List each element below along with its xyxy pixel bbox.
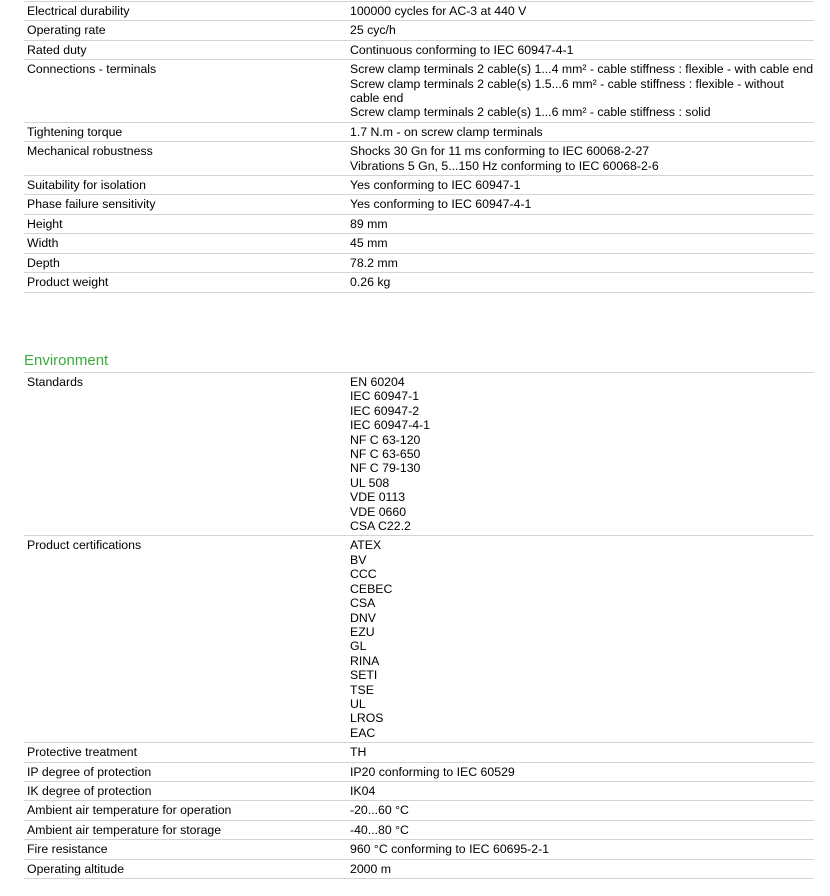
spec-label: Width bbox=[27, 236, 59, 251]
spec-value-line: CSA bbox=[350, 596, 376, 611]
spec-row bbox=[24, 860, 814, 879]
spec-value-line: EN 60204 bbox=[350, 375, 405, 389]
spec-value-line: CCC bbox=[350, 567, 377, 582]
spec-value-line: -40...80 °C bbox=[350, 822, 409, 837]
spec-row bbox=[24, 123, 814, 142]
spec-label: Phase failure sensitivity bbox=[27, 197, 156, 212]
spec-value-line: 1.7 N.m - on screw clamp terminals bbox=[350, 124, 543, 139]
spec-value-line: Shocks 30 Gn for 11 ms conforming to IEC 60068-2-27 bbox=[350, 144, 650, 159]
spec-value-line: 0.26 kg bbox=[350, 275, 391, 290]
spec-label: Fire resistance bbox=[27, 842, 108, 857]
spec-label: Protective treatment bbox=[27, 745, 138, 760]
spec-value-line: TH bbox=[350, 745, 367, 760]
spec-value bbox=[348, 195, 814, 213]
spec-value-line: GL bbox=[350, 639, 367, 654]
spec-value-line: Yes conforming to IEC 60947-1 bbox=[350, 178, 521, 193]
spec-value-line: CSA C22.2 bbox=[350, 519, 411, 534]
spec-value-line: DNV bbox=[350, 610, 376, 625]
spec-value-line: 45 mm bbox=[350, 236, 388, 251]
spec-row bbox=[24, 41, 814, 60]
spec-value bbox=[348, 142, 814, 175]
spec-value-line: RINA bbox=[350, 653, 380, 668]
spec-label: IK degree of protection bbox=[27, 783, 152, 798]
spec-row bbox=[24, 142, 814, 176]
spec-value-line: 89 mm bbox=[350, 216, 388, 231]
spec-value bbox=[348, 254, 814, 272]
spec-row bbox=[24, 176, 814, 195]
spec-value-line: CEBEC bbox=[350, 581, 393, 596]
spec-label: Operating rate bbox=[27, 23, 106, 38]
spec-value bbox=[348, 536, 814, 742]
spec-value-line: TSE bbox=[350, 682, 374, 697]
spec-value-line: Screw clamp terminals 2 cable(s) 1...4 mm² - cable stiffness : flexible - with cable end bbox=[350, 62, 814, 77]
spec-row bbox=[24, 743, 814, 762]
spec-value bbox=[348, 840, 814, 858]
spec-value bbox=[348, 273, 814, 291]
spec-value-line: IK04 bbox=[350, 783, 376, 798]
spec-value-line: IEC 60947-1 bbox=[350, 389, 420, 404]
spec-value-line: 25 cyc/h bbox=[350, 23, 396, 38]
spec-label: Suitability for isolation bbox=[27, 178, 146, 193]
spec-row bbox=[24, 801, 814, 820]
spec-row bbox=[24, 60, 814, 123]
spec-value-line: IEC 60947-2 bbox=[350, 403, 420, 418]
specifications-table bbox=[24, 1, 814, 293]
spec-row bbox=[24, 763, 814, 782]
spec-value-line: Vibrations 5 Gn, 5...150 Hz conforming to IEC 60068-2-6 bbox=[350, 158, 659, 173]
spec-label: IP degree of protection bbox=[27, 764, 152, 779]
spec-value-line: ATEX bbox=[350, 538, 382, 553]
spec-value-line: 960 °C conforming to IEC 60695-2-1 bbox=[350, 842, 550, 857]
spec-row bbox=[24, 536, 814, 743]
spec-value-line: IP20 conforming to IEC 60529 bbox=[350, 764, 515, 779]
environment-table bbox=[24, 372, 814, 879]
spec-label: Height bbox=[27, 216, 63, 231]
spec-value bbox=[348, 782, 814, 800]
spec-value bbox=[348, 2, 814, 20]
spec-label: Operating altitude bbox=[27, 861, 125, 876]
spec-value-line: IEC 60947-4-1 bbox=[350, 418, 430, 433]
spec-row bbox=[24, 215, 814, 234]
spec-value-line: Continuous conforming to IEC 60947-4-1 bbox=[350, 42, 574, 57]
spec-label: Ambient air temperature for operation bbox=[27, 803, 232, 818]
spec-value-line: SETI bbox=[350, 668, 378, 683]
spec-value bbox=[348, 234, 814, 252]
spec-row bbox=[24, 1, 814, 21]
spec-label: Product certifications bbox=[27, 538, 142, 553]
spec-value bbox=[348, 176, 814, 194]
spec-value bbox=[348, 821, 814, 839]
spec-value-line: NF C 79-130 bbox=[350, 461, 421, 476]
spec-label: Ambient air temperature for storage bbox=[27, 822, 222, 837]
spec-value-line: 78.2 mm bbox=[350, 255, 398, 270]
spec-row bbox=[24, 254, 814, 273]
spec-label: Tightening torque bbox=[27, 124, 123, 139]
spec-value bbox=[348, 743, 814, 761]
spec-row bbox=[24, 372, 814, 536]
spec-value bbox=[348, 41, 814, 59]
spec-value-line: 100000 cycles for AC-3 at 440 V bbox=[350, 4, 527, 18]
spec-value-line: NF C 63-120 bbox=[350, 432, 421, 447]
spec-value bbox=[348, 123, 814, 141]
spec-value bbox=[348, 21, 814, 39]
spec-label: Connections - terminals bbox=[27, 62, 157, 77]
spec-row bbox=[24, 821, 814, 840]
spec-row bbox=[24, 195, 814, 214]
spec-value-line: LROS bbox=[350, 711, 384, 726]
spec-value-line: EAC bbox=[350, 725, 376, 740]
spec-value-line: VDE 0660 bbox=[350, 504, 407, 519]
spec-value bbox=[348, 60, 814, 122]
spec-value-line: VDE 0113 bbox=[350, 490, 406, 505]
spec-value bbox=[348, 860, 814, 878]
spec-row bbox=[24, 21, 814, 40]
spec-row bbox=[24, 840, 814, 859]
spec-value bbox=[348, 215, 814, 233]
spec-value-line: Screw clamp terminals 2 cable(s) 1.5...6 mm² - cable stiffness : flexible - without cable end bbox=[350, 76, 784, 106]
spec-value-line: Yes conforming to IEC 60947-4-1 bbox=[350, 197, 532, 212]
spec-value-line: 2000 m bbox=[350, 861, 392, 876]
spec-value-line: NF C 63-650 bbox=[350, 447, 421, 462]
spec-value-line: BV bbox=[350, 552, 367, 567]
spec-row bbox=[24, 273, 814, 292]
spec-label: Product weight bbox=[27, 275, 109, 290]
spec-row bbox=[24, 234, 814, 253]
spec-label: Mechanical robustness bbox=[27, 144, 153, 159]
spec-value-line: -20...60 °C bbox=[350, 803, 409, 818]
spec-value bbox=[348, 373, 814, 535]
spec-value-line: Screw clamp terminals 2 cable(s) 1...6 mm² - cable stiffness : solid bbox=[350, 105, 711, 120]
spec-label: Standards bbox=[27, 375, 84, 389]
section-heading-environment: Environment bbox=[24, 352, 109, 369]
spec-label: Electrical durability bbox=[27, 4, 130, 18]
spec-value bbox=[348, 763, 814, 781]
spec-label: Depth bbox=[27, 255, 60, 270]
spec-row bbox=[24, 782, 814, 801]
spec-label: Rated duty bbox=[27, 42, 87, 57]
spec-value-line: UL bbox=[350, 696, 366, 711]
spec-value bbox=[348, 801, 814, 819]
spec-value-line: EZU bbox=[350, 624, 375, 639]
spec-value-line: UL 508 bbox=[350, 475, 390, 490]
